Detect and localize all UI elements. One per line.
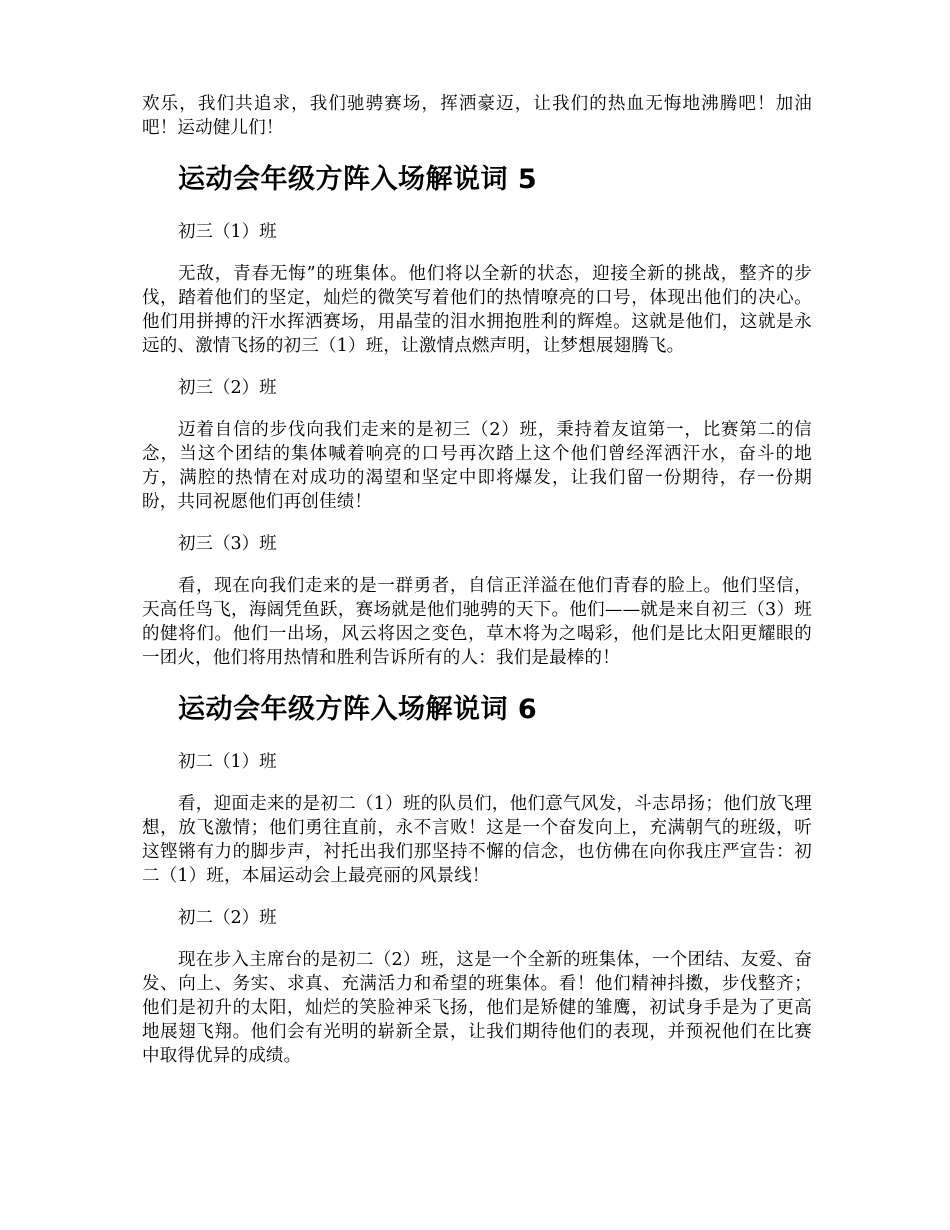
class-commentary: 迈着自信的步伐向我们走来的是初三（2）班，秉持着友谊第一，比赛第二的信念，当这个团结的集体喊着响亮的口号再次踏上这个他们曾经浑洒汗水，奋斗的地方，满腔的热情在对成功的渴望和坚定中即将爆发，让我们留一份期待，存一份期盼，共同祝愿他们再创佳绩！ [142, 420, 812, 512]
class-label: 初二（2）班 [178, 908, 277, 928]
intro-paragraph: 欢乐，我们共追求，我们驰骋赛场，挥洒豪迈，让我们的热血无悔地沸腾吧！加油吧！运动健儿们！ [142, 94, 812, 138]
section-5-title: 运动会年级方阵入场解说词 5 [178, 164, 538, 195]
class-commentary: 现在步入主席台的是初二（2）班，这是一个全新的班集体，一个团结、友爱、奋发、向上、务实、求真、充满活力和希望的班集体。看！他们精神抖擞，步伐整齐；他们是初升的太阳，灿烂的笑脸神采飞扬，他们是矫健的雏鹰，初试身手是为了更高地展翅飞翔。他们会有光明的崭新全景，让我们期待他们的表现，并预祝他们在比赛中取得优异的成绩。 [142, 950, 812, 1066]
class-label: 初二（1）班 [178, 752, 277, 772]
class-label: 初三（3）班 [178, 534, 277, 554]
document-page [142, 92, 812, 1068]
class-commentary: 无敌，青春无悔”的班集体。他们将以全新的状态，迎接全新的挑战，整齐的步伐，踏着他们的坚定，灿烂的微笑写着他们的热情嘹亮的口号，体现出他们的决心。他们用拼搏的汗水挥洒赛场，用晶莹的泪水拥抱胜利的辉煌。这就是他们，这就是永远的、激情飞扬的初三（1）班，让激情点燃声明，让梦想展翅腾飞。 [142, 264, 812, 356]
class-label: 初三（1）班 [178, 222, 277, 242]
section-6-title: 运动会年级方阵入场解说词 6 [178, 694, 538, 725]
class-commentary: 看，迎面走来的是初二（1）班的队员们，他们意气风发，斗志昂扬；他们放飞理想，放飞激情；他们勇往直前，永不言败！这是一个奋发向上，充满朝气的班级，听这铿锵有力的脚步声，衬托出我们那坚持不懈的信念，也仿佛在向你我庄严宣告：初二（1）班，本届运动会上最亮丽的风景线！ [142, 794, 812, 886]
class-commentary: 看，现在向我们走来的是一群勇者，自信正洋溢在他们青春的脸上。他们坚信，天高任鸟飞，海阔凭鱼跃，赛场就是他们驰骋的天下。他们——就是来自初三（3）班的健将们。他们一出场，风云将因之变色，草木将为之喝彩，他们是比太阳更耀眼的一团火，他们将用热情和胜利告诉所有的人：我们是最棒的！ [142, 576, 812, 668]
class-label: 初三（2）班 [178, 378, 277, 398]
